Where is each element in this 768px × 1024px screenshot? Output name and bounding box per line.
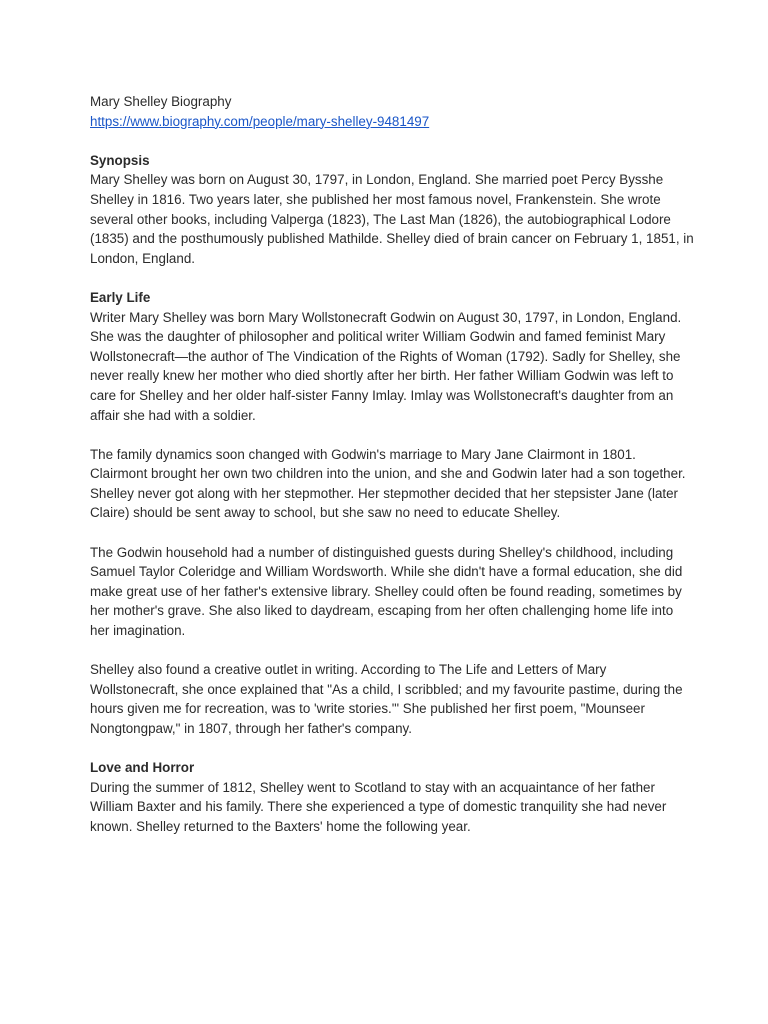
document-title: Mary Shelley Biography — [90, 94, 232, 109]
document-page — [90, 92, 696, 837]
source-link[interactable]: https://www.biography.com/people/mary-shelley-9481497 — [90, 113, 430, 129]
synopsis-heading: Synopsis — [90, 152, 150, 168]
love-and-horror-paragraph: During the summer of 1812, Shelley went to Scotland to stay with an acquaintance of her father William Baxter and his family. There she experienced a type of domestic tranquility she had never known. Shelley returned to the Baxters' home the following year. — [90, 779, 667, 834]
love-and-horror-heading: Love and Horror — [90, 760, 195, 776]
synopsis-paragraph: Mary Shelley was born on August 30, 1797, in London, England. She married poet Percy Bysshe Shelley in 1816. Two years later, she published her most famous novel, Frankenstein. She wrote several other books, including Valperga (1823), The Last Man (1826), the autobiographical Lodore (1835) and the posthumously published Mathilde. Shelley died of brain cancer on February 1, 1851, in London, England. — [90, 172, 694, 266]
early-life-paragraph-1: Writer Mary Shelley was born Mary Wollstonecraft Godwin on August 30, 1797, in London, England. She was the daughter of philosopher and political writer William Godwin and famed feminist Mary Wollstonecraft—the author of The Vindication of the Rights of Woman (1792). Sadly for Shelley, she never really knew her mother who died shortly after her birth. Her father William Godwin was left to care for Shelley and her older half-sister Fanny Imlay. Imlay was Wollstonecraft's daughter from an affair she had with a soldier. — [90, 309, 682, 423]
early-life-paragraph-2: The family dynamics soon changed with Godwin's marriage to Mary Jane Clairmont in 1801. Clairmont brought her own two children into the union, and she and Godwin later had a son together. Shelley never got along with her stepmother. Her stepmother decided that her stepsister Jane (later Claire) should be sent away to school, but she saw no need to educate Shelley. — [90, 446, 686, 521]
early-life-paragraph-3: The Godwin household had a number of distinguished guests during Shelley's childhood, including Samuel Taylor Coleridge and William Wordsworth. While she didn't have a formal education, she did make great use of her father's extensive library. Shelley could often be found reading, sometimes by her mother's grave. She also liked to daydream, escaping from her often challenging home life into her imagination. — [90, 544, 683, 639]
early-life-paragraph-4: Shelley also found a creative outlet in writing. According to The Life and Letters of Mary Wollstonecraft, she once explained that "As a child, I scribbled; and my favourite pastime, during the hours given me for recreation, was to 'write stories.'" She published her first poem, "Mounseer Nongtongpaw," in 1807, through her father's company. — [90, 662, 683, 736]
spacer — [90, 131, 696, 151]
early-life-heading: Early Life — [90, 289, 151, 305]
